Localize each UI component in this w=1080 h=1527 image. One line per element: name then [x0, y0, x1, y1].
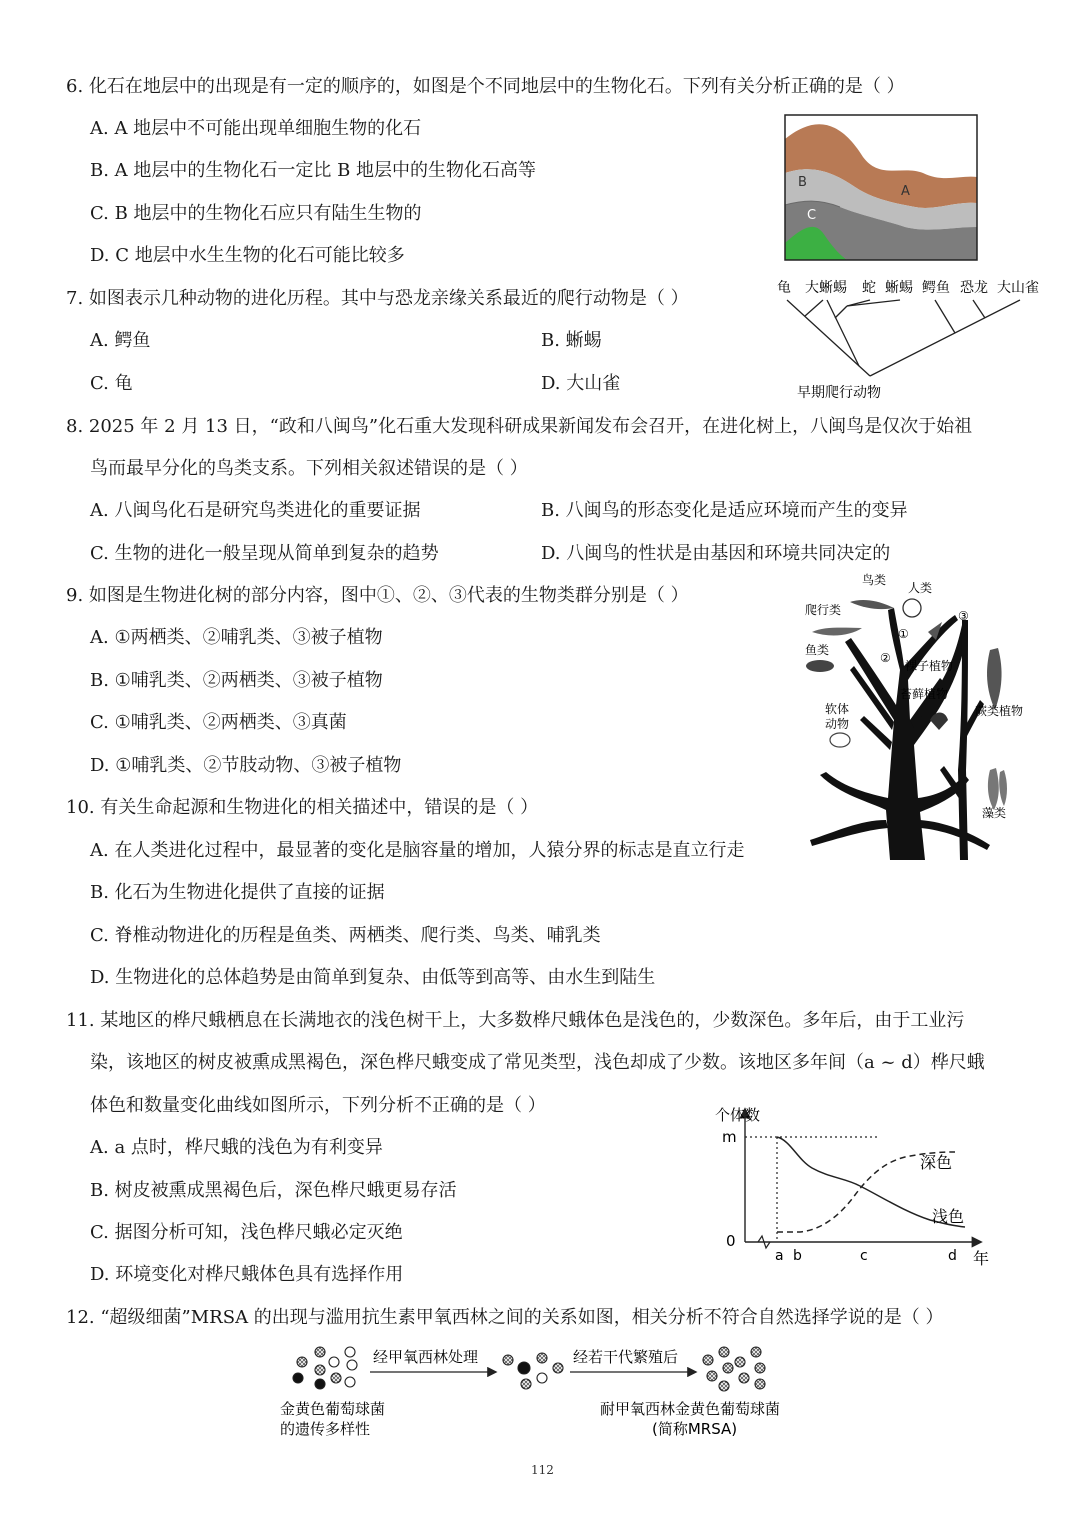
q11-stem-line2: 染，该地区的树皮被熏成黑褐色，深色桦尺蛾变成了常见类型，浅色却成了少数。该地区多年间（a ~ d）桦尺蛾: [90, 1052, 985, 1073]
right-caption-1: 耐甲氧西林金黄色葡萄球菌: [600, 1400, 781, 1418]
q11-option-c[interactable]: C. 据图分析可知，浅色桦尺蛾必定灭绝: [90, 1222, 403, 1243]
evolution-tree: [790, 570, 1035, 860]
label-mollusc-1: 软体: [825, 702, 850, 716]
q8-option-b[interactable]: B. 八闽鸟的形态变化是适应环境而产生的变异: [541, 500, 908, 521]
q10-option-a[interactable]: A. 在人类进化过程中，最显著的变化是脑容量的增加，人猿分界的标志是直立行走: [90, 840, 745, 861]
q12-stem: 12. “超级细菌”MRSA 的出现与滥用抗生素甲氧西林之间的关系如图，相关分析不符合自然选择学说的是（ ）: [66, 1307, 944, 1328]
label-gymnosperm: 裸子植物: [905, 659, 954, 673]
reptile-icon: [812, 628, 862, 636]
label-mollusc-2: 动物: [825, 717, 850, 731]
animal-turtle: 龟: [777, 280, 791, 296]
stratum-label-b: B: [798, 175, 807, 190]
q11-option-a[interactable]: A. a 点时，桦尺蛾的浅色为有利变异: [90, 1137, 383, 1158]
fern-icon: [987, 648, 1002, 710]
moth-population-chart: [715, 1100, 1000, 1275]
q7-option-c[interactable]: C. 龟: [90, 373, 133, 394]
q10-option-b[interactable]: B. 化石为生物进化提供了直接的证据: [90, 882, 385, 903]
page-number: 112: [531, 1463, 554, 1477]
q9-option-b[interactable]: B. ①哺乳类、②两栖类、③被子植物: [90, 670, 383, 691]
algae-icon: [988, 768, 1007, 810]
q11-option-b[interactable]: B. 树皮被熏成黑褐色后，深色桦尺蛾更易存活: [90, 1180, 457, 1201]
stratum-label-c: C: [807, 208, 817, 223]
q7-option-d[interactable]: D. 大山雀: [541, 373, 621, 394]
light-series-label: 浅色: [932, 1207, 965, 1226]
label-bird: 鸟类: [862, 573, 887, 587]
q6-option-a[interactable]: A. A 地层中不可能出现单细胞生物的化石: [90, 118, 422, 139]
m-label: m: [722, 1128, 737, 1146]
animal-tit: 大山雀: [997, 280, 1039, 296]
q9-option-d[interactable]: D. ①哺乳类、②节肢动物、③被子植物: [90, 755, 402, 776]
q8-option-a[interactable]: A. 八闽鸟化石是研究鸟类进化的重要证据: [90, 500, 421, 521]
right-caption-2: (简称MRSA): [652, 1420, 738, 1438]
animal-snake: 蛇: [862, 280, 876, 296]
q9-option-c[interactable]: C. ①哺乳类、②两栖类、③真菌: [90, 712, 347, 733]
origin-label: 0: [726, 1232, 736, 1250]
label-n2: ②: [880, 651, 891, 665]
q9-option-a[interactable]: A. ①两栖类、②哺乳类、③被子植物: [90, 627, 383, 648]
q11-stem-line1: 11. 某地区的桦尺蛾栖息在长满地衣的浅色树干上，大多数桦尺蛾体色是浅色的，少数深色。多年后，由于工业污: [66, 1010, 965, 1031]
q11-option-d[interactable]: D. 环境变化对桦尺蛾体色具有选择作用: [90, 1264, 404, 1285]
q6-option-c[interactable]: C. B 地层中的生物化石应只有陆生生物的: [90, 203, 422, 224]
fish-icon: [806, 660, 834, 672]
tick-d: d: [948, 1248, 957, 1264]
mrsa-figure: [280, 1340, 820, 1445]
animal-lizard: 蜥蜴: [885, 280, 913, 296]
tick-c: c: [860, 1248, 868, 1264]
q10-option-c[interactable]: C. 脊椎动物进化的历程是鱼类、两栖类、爬行类、鸟类、哺乳类: [90, 925, 601, 946]
q8-stem-line2: 鸟而最早分化的鸟类支系。下列相关叙述错误的是（ ）: [90, 458, 528, 479]
label-fern: 蕨类植物: [975, 704, 1024, 718]
q8-option-c[interactable]: C. 生物的进化一般呈现从简单到复杂的趋势: [90, 543, 439, 564]
animal-big-lizard: 大蜥蜴: [805, 280, 847, 296]
label-n1: ①: [898, 627, 909, 641]
q6-option-b[interactable]: B. A 地层中的生物化石一定比 B 地层中的生物化石高等: [90, 160, 537, 181]
animal-crocodile: 鳄鱼: [922, 280, 950, 296]
left-caption-1: 金黄色葡萄球菌: [280, 1400, 386, 1418]
mollusc-icon: [830, 733, 850, 747]
early-reptile-label: 早期爬行动物: [797, 385, 881, 401]
reptile-phylogeny: [775, 276, 1055, 401]
bird-icon: [850, 600, 894, 609]
tick-b: b: [793, 1248, 802, 1264]
step1-label: 经甲氧西林处理: [373, 1348, 479, 1366]
strata-figure: [785, 115, 977, 260]
dark-series-label: 深色: [920, 1153, 953, 1172]
label-reptile: 爬行类: [805, 603, 842, 617]
step2-label: 经若干代繁殖后: [573, 1348, 679, 1366]
left-caption-2: 的遗传多样性: [280, 1420, 371, 1438]
q11-stem-line3: 体色和数量变化曲线如图所示，下列分析不正确的是（ ）: [90, 1095, 546, 1116]
y-axis-label: 个体数: [715, 1106, 761, 1124]
q6-option-d[interactable]: D. C 地层中水生生物的化石可能比较多: [90, 245, 405, 266]
q8-option-d[interactable]: D. 八闽鸟的性状是由基因和环境共同决定的: [541, 543, 891, 564]
q8-stem-line1: 8. 2025 年 2 月 13 日，“政和八闽鸟”化石重大发现科研成果新闻发布会召开，在进化树上，八闽鸟是仅次于始祖: [66, 416, 973, 437]
q10-option-d[interactable]: D. 生物进化的总体趋势是由简单到复杂、由低等到高等、由水生到陆生: [90, 967, 656, 988]
q9-stem: 9. 如图是生物进化树的部分内容，图中①、②、③代表的生物类群分别是（ ）: [66, 585, 689, 606]
human-icon: [903, 599, 921, 617]
label-algae: 藻类: [982, 806, 1007, 820]
stratum-label-a: A: [901, 184, 910, 199]
animal-dinosaur: 恐龙: [960, 280, 988, 296]
q7-option-a[interactable]: A. 鳄鱼: [90, 330, 151, 351]
q7-option-b[interactable]: B. 蜥蜴: [541, 330, 602, 351]
label-n3: ③: [958, 609, 969, 623]
label-fish: 鱼类: [805, 643, 830, 657]
q7-stem: 7. 如图表示几种动物的进化历程。其中与恐龙亲缘关系最近的爬行动物是（ ）: [66, 288, 689, 309]
q10-stem: 10. 有关生命起源和生物进化的相关描述中，错误的是（ ）: [66, 797, 539, 818]
q6-stem: 6. 化石在地层中的出现是有一定的顺序的，如图是个不同地层中的生物化石。下列有关分析正确的是（ ）: [66, 76, 905, 97]
x-axis-label: 年: [973, 1249, 990, 1268]
tick-a: a: [775, 1248, 784, 1264]
label-moss: 苔藓植物: [900, 687, 949, 701]
label-human: 人类: [908, 581, 933, 595]
